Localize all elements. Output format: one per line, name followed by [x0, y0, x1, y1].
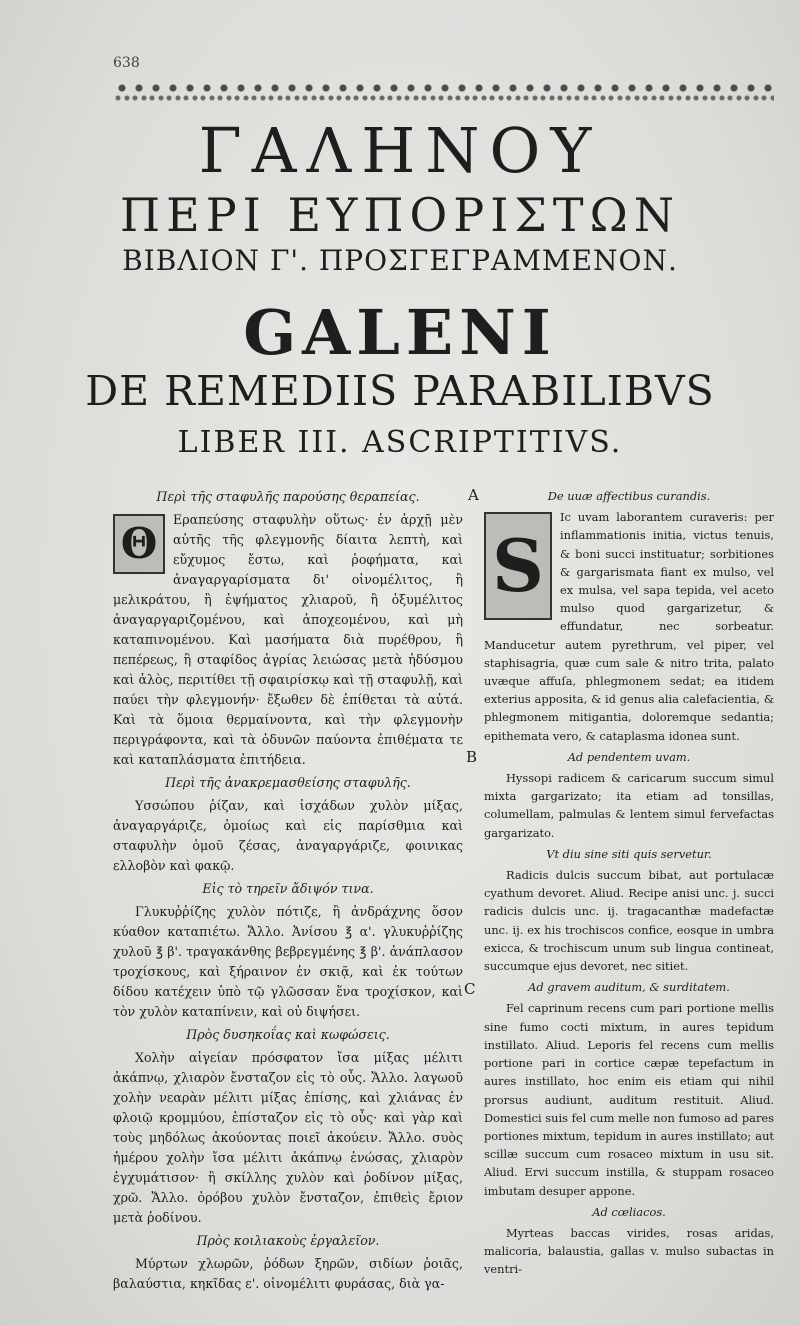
latin-paragraph-4: Fel caprinum recens cum pari portione mellis sine fumo cocti mixtum, in aures tepidum instillato. Aliud. Leporis fel recens cum mellis portione pari in cortice cæpæ tepefactum in aures instillato, hoc enim eis etiam qui nihil prorsus audiunt, auditum restituit. Aliud. Domestici suis fel cum melle non fumoso ad pares portiones mixtum, tepidum in aures instillato; aut scillæ succum cum rosaceo mixtum in usu sit. Aliud. Ervi succum instilla, & stuppam rosaceo imbutam desuper appone. [484, 1001, 774, 1198]
greek-paragraph-2: Υσσώπου ῥίζαν, καὶ ἰσχάδων χυλὸν μίξας, ἀναγαργάριζε, ὁμοίως καὶ εἰς παρίσθμια καὶ σταφυλὴν ὁμοῦ ζέσας, ἀναγαργάριζε, φοινικας ελλοβὸν καὶ φακῷ. [113, 798, 463, 873]
greek-heading-1: Περὶ τῆς σταφυλῆς παρούσης θεραπείας. [156, 489, 420, 504]
greek-paragraph-5: Μύρτων χλωρῶν, ῥόδων ξηρῶν, σιδίων ῥοιᾶς, βαλαύστια, κηκῖδας ε'. οἰνομέλιτι φυράσας, διὰ γα- [113, 1256, 463, 1291]
ornamental-border [114, 80, 774, 104]
greek-heading-5: Πρὸς κοιλιακοὺς ἐργαλεῖον. [196, 1233, 380, 1248]
page-number: 638 [113, 55, 140, 71]
greek-paragraph-3: Γλυκυῤῥίζης χυλὸν πότιζε, ἢ ἀνδράχνης ὅσον κύαθον καταπιέτω. Ἄλλο. Ἀνίσου ℥ α'. γλυκυῤῥίζης χυλοῦ ℥ β'. τραγακάνθης βεβρεγμένης ℥ β'. ἀνάπλασον τροχίσκους, καὶ ξήραινον ἐν σκιᾷ, καὶ ἐκ τούτων δίδου κατέχειν ὑπὸ τῷ γλῶσσαν ἕνα τροχίσκον, καὶ τὸν χυλὸν καταπίνειν, καὶ οὐ διψήσει. [113, 904, 463, 1019]
margin-letter-c: C [464, 980, 476, 998]
margin-letter-b: B [466, 748, 478, 766]
greek-work-title: ΠΕΡΙ ΕΥΠΟΡΙΣΤΩΝ [120, 188, 680, 242]
latin-paragraph-1 [484, 508, 774, 745]
greek-paragraph-1-text: Εραπεύσης σταφυλὴν οὕτως· ἐν ἀρχῇ μὲν αὐτῆς τῆς φλεγμονῆς δίαιτα λεπτὴ, καὶ εὔχυμος ἔστω, καὶ ῥοφήματα, καὶ ἀναγαργαρίσματα δι' οἰνομέλιτος, ἢ μελικράτου, ἢ ἑψήματος χλιαροῦ, ἢ ὀξυμέλιτος ἀναγαργαριζομένου, καὶ ἀποχεομένου, καὶ μὴ καταπινομένου. Καὶ μασήματα διὰ πυρέθρου, ἢ πεπέρεως, ἢ σταφίδος ἀγρίας λειώσας μετὰ ἡδύσμου καὶ ἁλὸς, περιτίθει τῇ σφαιρίσκῳ καὶ τῇ σταφυλῇ, καὶ παύει τὴν φλεγμονήν· ἔξωθεν δὲ ἐπίθεται τὰ αὐτά. Καὶ τὰ ὅμοια θερμαίνοντα, καὶ τὴν φλεγμονὴν περιγράφοντα, καὶ τὰ ὀδυνῶν παύοντα ἐπιθέματα τε καὶ καταπλάσματα ἐπιτήδεια. [113, 512, 463, 767]
latin-paragraph-1-text: Ic uvam laborantem curaveris: per inflammationis initia, victus tenuis, & boni succi instituatur; sorbitiones & gargarismata fiant ex mulso, vel ex mulsa, vel sapa tepida, vel aceto mulso quod gargarizetur, & effundatur, nec sorbeatur. Manducetur autem pyrethrum, vel piper, vel staphisagria, quæ cum sale & nitro trita, palato uvæque affuſa, phlegmonem sedat; ea itidem exterius apposita, & id genus alia calefacientia, & phlegmonem mitigantia, doloremque sedantia; epithemata vero, & cataplasma idonea sunt. [484, 510, 774, 743]
latin-dropcap: S [484, 512, 552, 620]
greek-paragraph-4: Χολὴν αἰγείαν πρόσφατον ἴσα μίξας μέλιτι ἀκάπνῳ, χλιαρὸν ἔνσταζον εἰς τὸ οὖς. Ἄλλο. λαγωοῦ χολὴν νεαρὰν μέλιτι μίξας ἐπίσης, καὶ χλιάνας ἐν φλοιῷ κρομμύου, ἐπίσταζον εἰς τὸ οὖς· καὶ γὰρ καὶ τοὺς μηδόλως ἀκούοντας ποιεῖ ἀκούειν. Ἄλλο. συὸς ἡμέρου χολὴν ἴσα μέλιτι ἀκάπνῳ ἑνώσας, χλιαρὸν ἐγχυμάτισον· ἢ σκίλλης χυλὸν καὶ ῥοδίνον μίξας, χρῶ. Ἄλλο. ὀρόβου χυλὸν ἔνσταζον, ἐπιθεὶς ἔριον μετὰ ῥοδίνου. [113, 1050, 463, 1225]
greek-dropcap: Θ [113, 514, 165, 574]
greek-heading-3: Εἰς τὸ τηρεῖν ἄδιψόν τινα. [202, 881, 374, 896]
latin-heading-2: Ad pendentem uvam. [567, 749, 691, 764]
greek-paragraph-1 [113, 510, 463, 770]
latin-heading-1: De uuæ affectibus curandis. [547, 489, 711, 503]
latin-paragraph-5: Myrteas baccas virides, rosas aridas, malicoria, balaustia, gallas v. mulso subactas in ventri- [484, 1225, 774, 1277]
greek-book-title: ΒΙΒΛΙΟΝ Γ'. ΠΡΟΣΓΕΓΡΑΜΜΕΝΟΝ. [122, 244, 678, 277]
greek-heading-2: Περὶ τῆς ἀνακρεμασθείσης σταφυλῆς. [165, 775, 411, 790]
latin-paragraph-2: Hyssopi radicem & caricarum succum simul mixta gargarizato; ita etiam ad tonsillas, columellam, palmulas & lentem simul fervefactas gargarizato. [484, 771, 774, 840]
greek-author-title: ΓΑΛΗΝΟΥ [198, 114, 602, 187]
latin-author-title: GALENI [243, 296, 557, 369]
latin-heading-4: Ad gravem auditum, & surditatem. [528, 980, 730, 995]
latin-book-title: LIBER III. ASCRIPTITIVS. [177, 425, 623, 460]
latin-paragraph-3: Radicis dulcis succum bibat, aut portulacæ cyathum devoret. Aliud. Recipe anisi unc. j. succi radicis dulcis unc. ij. tragacanthæ madefactæ unc. ij. ex his trochiscos confice, eosque in umbra exicca, & trochiscum unum sub lingua contineat, succumque ejus devoret, nec sitiet. [484, 868, 774, 974]
greek-column [113, 484, 463, 1294]
margin-letter-a: A [468, 486, 479, 504]
greek-heading-4: Πρὸς δυσηκοΐας καὶ κωφώσεις. [186, 1027, 390, 1042]
latin-heading-5: Ad cœliacos. [592, 1204, 666, 1219]
latin-column [484, 484, 774, 1279]
latin-heading-3: Vt diu sine siti quis servetur. [546, 846, 712, 861]
latin-work-title: DE REMEDIIS PARABILIBVS [85, 367, 715, 415]
